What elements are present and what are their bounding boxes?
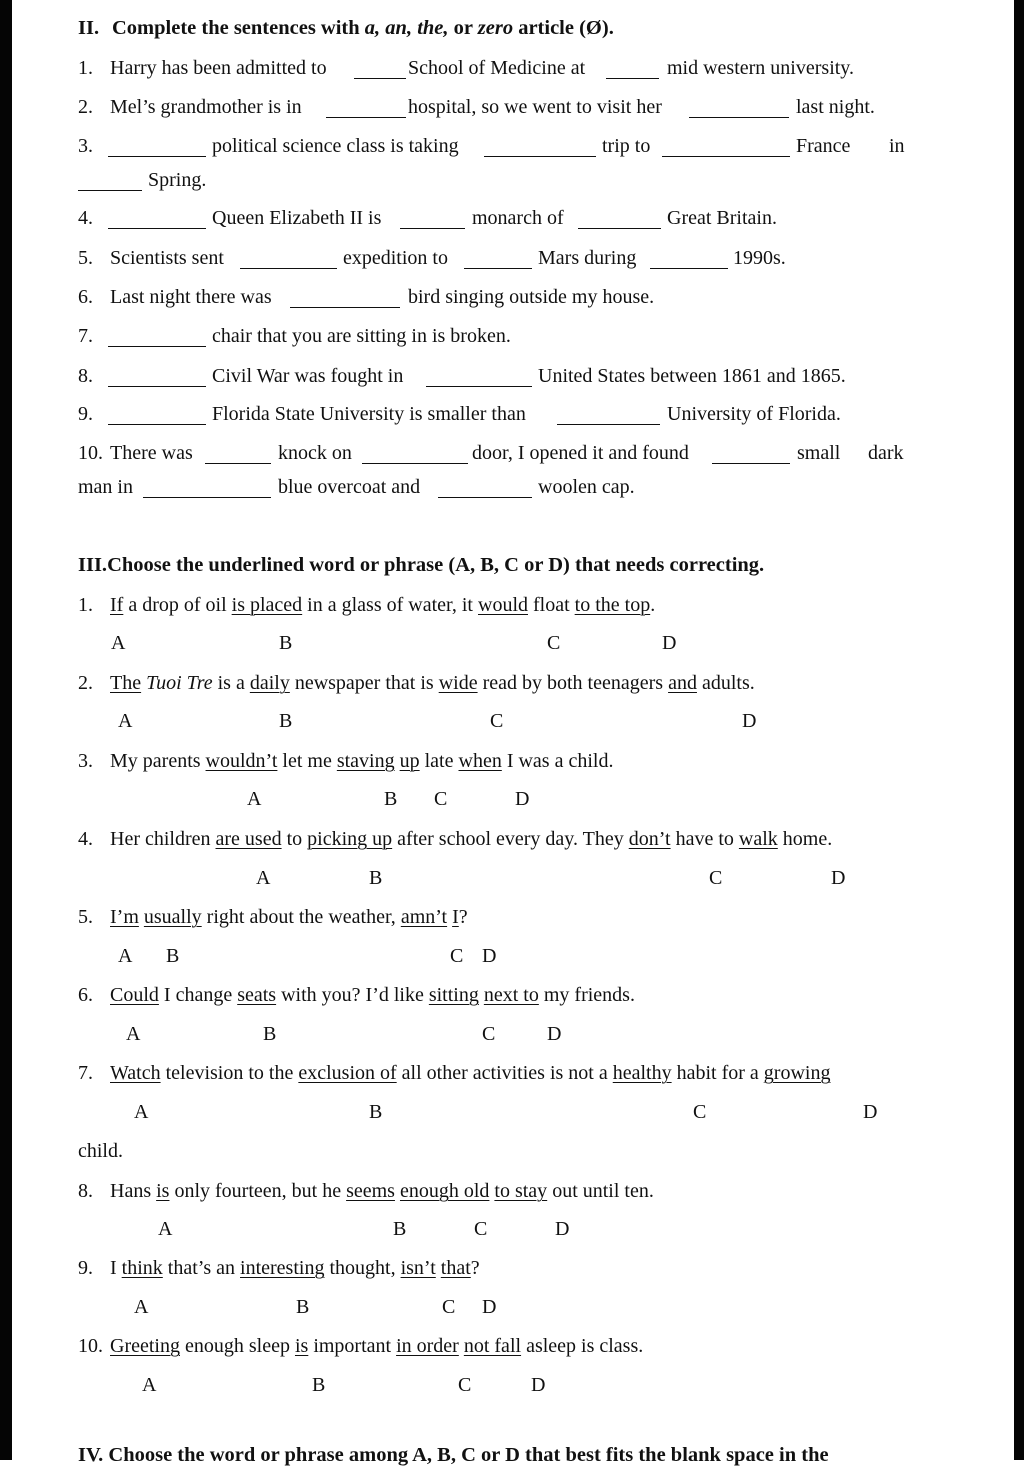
item-text: Florida State University is smaller than [212, 403, 526, 425]
section-iv-heading: IV. Choose the word or phrase among A, B, C or D that best fits the blank space in the [78, 1444, 829, 1466]
item-text: Spring. [148, 169, 207, 191]
answer-blank[interactable] [557, 424, 660, 425]
item-text: School of Medicine at [408, 57, 586, 79]
letter-b: B [369, 867, 383, 889]
item-number: 7. [78, 325, 93, 347]
question-text: I was a child. [501, 750, 614, 772]
question-number: 8. [78, 1180, 93, 1202]
question-item [78, 985, 635, 1005]
question-text: after school every day. They [392, 828, 629, 850]
exercise-item [12, 97, 1014, 121]
question-text: important [308, 1335, 397, 1357]
exercise-item [12, 326, 1014, 350]
answer-blank[interactable] [650, 268, 728, 269]
option-c[interactable]: don’t [628, 828, 671, 850]
letter-a: A [134, 1296, 149, 1318]
question-number: 10. [78, 1335, 103, 1357]
answer-blank[interactable] [712, 463, 790, 464]
exercise-item [12, 58, 1014, 82]
item-number: 9. [78, 403, 93, 425]
item-text: Scientists sent [110, 247, 224, 269]
question-number: 1. [78, 594, 93, 616]
heading-a: a, [364, 17, 381, 39]
letter-a: A [126, 1023, 141, 1045]
option-b[interactable]: picking up [307, 828, 393, 850]
item-text: hospital, so we went to visit her [408, 96, 662, 118]
letter-c: C [693, 1101, 707, 1123]
heading-an: an, [385, 17, 413, 39]
worksheet-page [12, 0, 1014, 1466]
question-number: 4. [78, 828, 93, 850]
exercise-item [12, 287, 1014, 311]
letter-b: B [279, 710, 293, 732]
answer-blank[interactable] [108, 346, 206, 347]
question-text: . [650, 594, 656, 616]
question-text: a drop of oil [123, 594, 232, 616]
option-c[interactable]: up [399, 750, 420, 772]
question-item [78, 1336, 643, 1356]
answer-blank[interactable] [326, 117, 406, 118]
option-b[interactable]: staving [336, 750, 395, 772]
question-text: thought, [324, 1257, 401, 1279]
newspaper-name: Tuoi Tre [146, 672, 213, 694]
item-number: 2. [78, 96, 93, 118]
item-text: political science class is taking [212, 135, 459, 157]
letter-a: A [118, 710, 133, 732]
letter-d: D [863, 1101, 878, 1123]
option-c[interactable]: amn’t [400, 906, 448, 928]
question-item [78, 907, 468, 927]
section-number: II. [78, 17, 100, 39]
item-number: 10. [78, 442, 103, 464]
answer-blank[interactable] [108, 228, 206, 229]
letter-b: B [369, 1101, 383, 1123]
option-c[interactable]: isn’t [400, 1257, 436, 1279]
item-text: door, I opened it and found [472, 442, 689, 464]
item-text: blue overcoat and [278, 476, 421, 498]
option-d[interactable]: growing [763, 1062, 831, 1084]
question-item [78, 1063, 830, 1083]
answer-blank[interactable] [606, 78, 659, 79]
question-text: to [281, 828, 308, 850]
question-item [78, 829, 832, 849]
question-number: 7. [78, 1062, 93, 1084]
option-b[interactable]: is [294, 1335, 309, 1357]
item-text: Last night there was [110, 286, 272, 308]
option-d[interactable]: I [452, 906, 459, 928]
item-text: bird singing outside my house. [408, 286, 655, 308]
question-text: enough sleep [179, 1335, 295, 1357]
letter-c: C [547, 632, 561, 654]
item-number: 3. [78, 135, 93, 157]
item-text: last night. [796, 96, 875, 118]
question-text: I change [158, 984, 238, 1006]
letter-c: C [709, 867, 723, 889]
letter-c: C [458, 1374, 472, 1396]
heading-or: or [448, 17, 478, 39]
option-d[interactable]: not fall [463, 1335, 522, 1357]
option-c[interactable]: in order [396, 1335, 459, 1357]
letter-a: A [111, 632, 126, 654]
item-number: 5. [78, 247, 93, 269]
item-text: United States between 1861 and 1865. [538, 365, 846, 387]
heading-text: Choose the underlined word or phrase (A, B, C or D) that needs correcting. [107, 554, 765, 576]
answer-blank[interactable] [143, 497, 271, 498]
letter-c: C [490, 710, 504, 732]
letter-d: D [531, 1374, 546, 1396]
option-a[interactable]: think [121, 1257, 163, 1279]
item-text: 1990s. [733, 247, 786, 269]
question-text: in a glass of water, it [302, 594, 478, 616]
answer-blank[interactable] [662, 156, 790, 157]
question-item [78, 595, 655, 615]
option-a[interactable]: I’m [110, 906, 139, 928]
item-text: chair that you are sitting in is broken. [212, 325, 511, 347]
answer-blank[interactable] [400, 228, 465, 229]
question-number: 9. [78, 1257, 93, 1279]
option-c[interactable]: enough old [399, 1180, 490, 1202]
question-continuation: child. [78, 1140, 123, 1162]
letter-b: B [296, 1296, 310, 1318]
question-text: with you? I’d like [276, 984, 429, 1006]
question-text: ? [470, 1257, 480, 1279]
option-b[interactable]: exclusion of [298, 1062, 397, 1084]
option-c[interactable]: wide [438, 672, 478, 694]
letter-a: A [256, 867, 271, 889]
question-number: 6. [78, 984, 93, 1006]
item-text: University of Florida. [667, 403, 841, 425]
question-text: my friends. [538, 984, 635, 1006]
question-text: only fourteen, but he [169, 1180, 347, 1202]
question-text: float [528, 594, 575, 616]
left-frame-edge [0, 0, 12, 1460]
question-text: television to the [160, 1062, 299, 1084]
option-a[interactable]: wouldn’t [205, 750, 278, 772]
letter-b: B [393, 1218, 407, 1240]
letter-b: B [312, 1374, 326, 1396]
item-text: Mel’s grandmother is in [110, 96, 302, 118]
letter-c: C [434, 788, 448, 810]
question-text: ? [458, 906, 468, 928]
option-d[interactable]: when [458, 750, 502, 772]
letter-b: B [279, 632, 293, 654]
option-d[interactable]: that [440, 1257, 471, 1279]
question-text: adults. [696, 672, 755, 694]
letter-d: D [482, 945, 497, 967]
option-b[interactable]: daily [249, 672, 290, 694]
question-text: My parents [110, 750, 206, 772]
item-text: in [889, 135, 905, 157]
item-text: There was [110, 442, 193, 464]
letter-a: A [142, 1374, 157, 1396]
option-c[interactable]: would [478, 594, 528, 616]
heading-text: Complete the sentences with [112, 17, 365, 39]
option-a[interactable]: Watch [110, 1062, 161, 1084]
letter-a: A [134, 1101, 149, 1123]
letter-d: D [515, 788, 530, 810]
answer-blank[interactable] [108, 386, 206, 387]
item-text: France [796, 135, 851, 157]
exercise-item [12, 248, 1014, 272]
answer-blank[interactable] [484, 156, 596, 157]
question-text: I [110, 1257, 122, 1279]
item-text: Civil War was fought in [212, 365, 404, 387]
item-number: 4. [78, 207, 93, 229]
exercise-item [12, 208, 1014, 232]
answer-blank[interactable] [240, 268, 337, 269]
question-text: out until ten. [547, 1180, 654, 1202]
answer-blank[interactable] [354, 78, 406, 79]
answer-blank[interactable] [78, 190, 142, 191]
option-b[interactable]: interesting [240, 1257, 325, 1279]
letter-c: C [482, 1023, 496, 1045]
item-text: knock on [278, 442, 352, 464]
answer-blank[interactable] [578, 228, 661, 229]
item-text: Harry has been admitted to [110, 57, 327, 79]
option-b[interactable]: usually [143, 906, 202, 928]
item-text: man in [78, 476, 133, 498]
question-text: all other activities is not a [396, 1062, 613, 1084]
item-text: dark [868, 442, 904, 464]
letter-c: C [474, 1218, 488, 1240]
item-number: 8. [78, 365, 93, 387]
heading-the: the, [417, 17, 449, 39]
item-text: expedition to [343, 247, 448, 269]
option-a[interactable]: The [110, 672, 142, 694]
item-text: woolen cap. [538, 476, 635, 498]
letter-c: C [442, 1296, 456, 1318]
option-d[interactable]: walk [738, 828, 778, 850]
answer-blank[interactable] [464, 268, 532, 269]
section-number: III. [78, 554, 108, 576]
item-text: Great Britain. [667, 207, 777, 229]
question-item [78, 1258, 480, 1278]
option-b[interactable]: seems [346, 1180, 395, 1202]
question-text: home. [777, 828, 833, 850]
answer-blank[interactable] [108, 156, 206, 157]
option-d[interactable]: to the top [574, 594, 651, 616]
question-number: 3. [78, 750, 93, 772]
option-c[interactable]: sitting [428, 984, 479, 1006]
answer-blank[interactable] [290, 307, 400, 308]
answer-blank[interactable] [205, 463, 271, 464]
exercise-item [12, 366, 1014, 390]
exercise-item [12, 136, 1014, 196]
answer-blank[interactable] [108, 424, 206, 425]
option-a[interactable]: are used [215, 828, 282, 850]
exercise-item [12, 443, 1014, 503]
letter-a: A [247, 788, 262, 810]
answer-blank[interactable] [438, 497, 532, 498]
question-text: Hans [110, 1180, 157, 1202]
heading-tail: article (Ø). [513, 17, 614, 39]
letter-b: B [384, 788, 398, 810]
question-number: 5. [78, 906, 93, 928]
letter-b: B [166, 945, 180, 967]
option-a[interactable]: is [156, 1180, 170, 1202]
answer-blank[interactable] [689, 117, 789, 118]
option-a[interactable]: Could [110, 984, 159, 1006]
question-text: let me [277, 750, 337, 772]
letter-b: B [263, 1023, 277, 1045]
item-number: 1. [78, 57, 93, 79]
question-number: 2. [78, 672, 93, 694]
question-text: late [419, 750, 459, 772]
option-d[interactable]: next to [483, 984, 539, 1006]
option-d[interactable]: and [668, 672, 697, 694]
question-text: right about the weather, [201, 906, 401, 928]
question-text: newspaper that is [289, 672, 439, 694]
question-text: have to [670, 828, 739, 850]
question-item [78, 751, 613, 771]
section-ii-heading [78, 18, 614, 39]
option-c[interactable]: healthy [612, 1062, 672, 1084]
item-text: trip to [602, 135, 651, 157]
option-a[interactable]: If [110, 594, 124, 616]
right-frame-edge [1014, 0, 1024, 1460]
item-number: 6. [78, 286, 93, 308]
item-text: Queen Elizabeth II is [212, 207, 382, 229]
letter-d: D [482, 1296, 497, 1318]
exercise-item [12, 404, 1014, 428]
answer-blank[interactable] [362, 463, 468, 464]
heading-zero: zero [477, 17, 514, 39]
letter-d: D [555, 1218, 570, 1240]
option-d[interactable]: to stay [494, 1180, 548, 1202]
section-iii-heading [78, 555, 764, 576]
item-text: small [797, 442, 841, 464]
question-item [78, 673, 755, 693]
answer-blank[interactable] [426, 386, 532, 387]
question-text: habit for a [671, 1062, 764, 1084]
question-text: that’s an [162, 1257, 241, 1279]
option-b[interactable]: is placed [231, 594, 303, 616]
question-text: is a [212, 672, 250, 694]
letter-c: C [450, 945, 464, 967]
item-text: monarch of [472, 207, 564, 229]
letter-d: D [742, 710, 757, 732]
option-b[interactable]: seats [237, 984, 277, 1006]
item-text: mid western university. [667, 57, 855, 79]
question-text: read by both teenagers [477, 672, 669, 694]
item-text: Mars during [538, 247, 637, 269]
question-text: asleep is class. [521, 1335, 644, 1357]
question-text: Her children [110, 828, 216, 850]
letter-a: A [158, 1218, 173, 1240]
letter-d: D [547, 1023, 562, 1045]
question-item [78, 1181, 654, 1201]
letter-d: D [662, 632, 677, 654]
option-a[interactable]: Greeting [110, 1335, 180, 1357]
letter-d: D [831, 867, 846, 889]
letter-a: A [118, 945, 133, 967]
